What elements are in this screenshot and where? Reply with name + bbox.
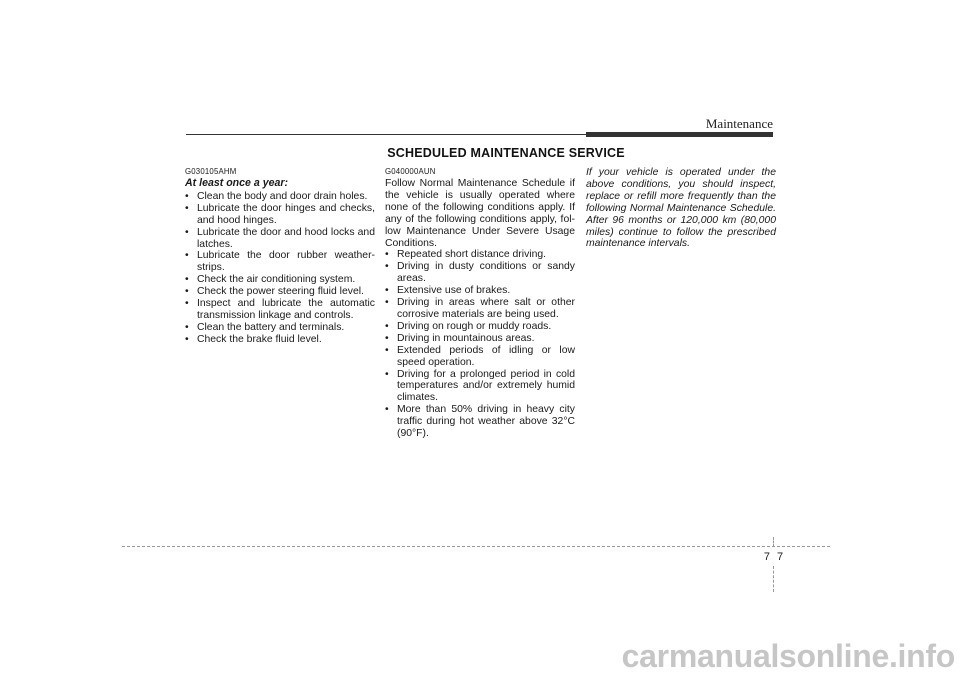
footer-dashed-rule [122, 546, 830, 547]
section-title: SCHEDULED MAINTENANCE SERVICE [387, 146, 625, 160]
list-item: • Driving for a prolonged period in cold temperatures and/or extremely humid climates. [385, 369, 575, 405]
footer-divider-top [773, 537, 774, 547]
header-rule-thick [586, 132, 773, 137]
column-note [586, 167, 776, 250]
column-annual-checks [185, 167, 375, 346]
chapter-number: 7 [763, 551, 770, 563]
list-item: • Inspect and lubricate the automatic transmission linkage and controls. [185, 298, 375, 322]
list-item: • Lubricate the door and hood locks and latches. [185, 227, 375, 251]
section-code: G030105AHM [185, 167, 237, 176]
list-item: • Check the brake fluid level. [185, 334, 375, 346]
list-item: • Extensive use of brakes. [385, 285, 575, 297]
list-item: • Extended periods of idling or low speed operation. [385, 345, 575, 369]
list-item: • Driving on rough or muddy roads. [385, 321, 575, 333]
list-item: • Lubricate the door hinges and checks, and hood hinges. [185, 203, 375, 227]
list-item: • Clean the battery and terminals. [185, 322, 375, 334]
list-item: • More than 50% driving in heavy city traffic during hot weather above 32°C (90°F). [385, 404, 575, 440]
list-item: • Driving in mountainous areas. [385, 333, 575, 345]
column-severe-conditions [385, 167, 575, 440]
list-item: • Driving in areas where salt or other corrosive materials are being used. [385, 297, 575, 321]
watermark: carmanualsonline.info [621, 638, 955, 674]
list-item: • Repeated short distance driving. [385, 249, 575, 261]
list-item: • Clean the body and door drain holes. [185, 191, 375, 203]
maintenance-note: If your vehicle is operated under the above conditions, you should inspect, replace or refill more frequently than the following Normal Maintenance Schedule. After 96 months or 120,000 km (80,000 miles) continue to follow the prescribed maintenance intervals. [586, 167, 776, 250]
header-rule-thin [186, 134, 586, 135]
list-item: • Check the power steering fluid level. [185, 286, 375, 298]
severe-conditions-list [385, 249, 575, 440]
section-code: G040000AUN [385, 167, 436, 176]
subheading: At least once a year: [185, 177, 289, 189]
page-number: 7 [777, 551, 784, 563]
intro-paragraph: Follow Normal Maintenance Schedule if the vehicle is usually operated where none of the following conditions apply. If any of the following conditions apply, fol-low Maintenance Under Severe Usage Conditions. [385, 178, 575, 249]
list-item: • Driving in dusty conditions or sandy areas. [385, 261, 575, 285]
list-item: • Lubricate the door rubber weather-strips. [185, 250, 375, 274]
footer-divider-bottom [773, 566, 774, 592]
annual-checks-list [185, 191, 375, 346]
page-header-title: Maintenance [705, 116, 773, 131]
list-item: • Check the air conditioning system. [185, 274, 375, 286]
